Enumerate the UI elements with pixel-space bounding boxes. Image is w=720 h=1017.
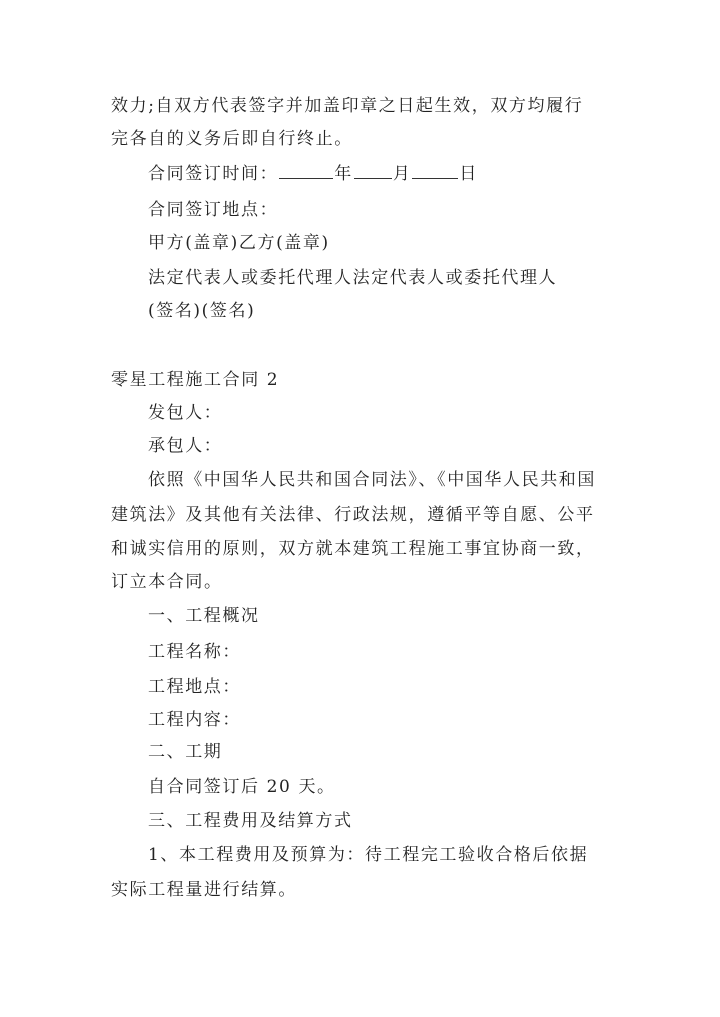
month-label: 月 [392, 164, 412, 184]
signature-line: (签名)(签名) [148, 301, 256, 321]
paragraph-line: 工程内容： [148, 710, 241, 730]
heading-line: 一、工程概况 [148, 606, 260, 626]
paragraph-line: 1、本工程费用及预算为：待工程完工验收合格后依据 [148, 845, 589, 865]
paragraph-line: 发包人： [148, 403, 223, 423]
day-label: 日 [459, 164, 479, 184]
heading-line: 三、工程费用及结算方式 [148, 811, 353, 831]
section-title: 零星工程施工合同 2 [111, 370, 280, 390]
paragraph-line: 依照《中国华人民共和国合同法》、《中国华人民共和国 [148, 470, 596, 490]
paragraph-line: 建筑法》及其他有关法律、行政法规，遵循平等自愿、公平 [111, 505, 595, 525]
sign-place-line: 合同签订地点： [148, 200, 279, 220]
paragraph-line: 自合同签订后 20 天。 [148, 777, 336, 797]
representative-line: 法定代表人或委托代理人法定代表人或委托代理人 [148, 268, 558, 288]
paragraph-line: 效力;自双方代表签字并加盖印章之日起生效，双方均履行 [111, 96, 584, 116]
sign-date-line [148, 162, 478, 185]
paragraph-line: 工程名称： [148, 642, 241, 662]
paragraph-line: 实际工程量进行结算。 [111, 880, 297, 900]
paragraph-line: 和诚实信用的原则，双方就本建筑工程施工事宜协商一致， [111, 539, 595, 559]
paragraph-line: 工程地点： [148, 677, 241, 697]
paragraph-line: 订立本合同。 [111, 572, 223, 592]
paragraph-line: 承包人： [148, 436, 223, 456]
paragraph-line: 完各自的义务后即自行终止。 [111, 129, 353, 149]
year-label: 年 [334, 164, 353, 184]
party-seal-line: 甲方(盖章)乙方(盖章) [148, 233, 330, 253]
year-blank [279, 162, 333, 179]
month-blank [354, 162, 392, 179]
heading-line: 二、工期 [148, 742, 223, 762]
sign-date-label: 合同签订时间： [148, 164, 279, 184]
day-blank [412, 162, 458, 179]
